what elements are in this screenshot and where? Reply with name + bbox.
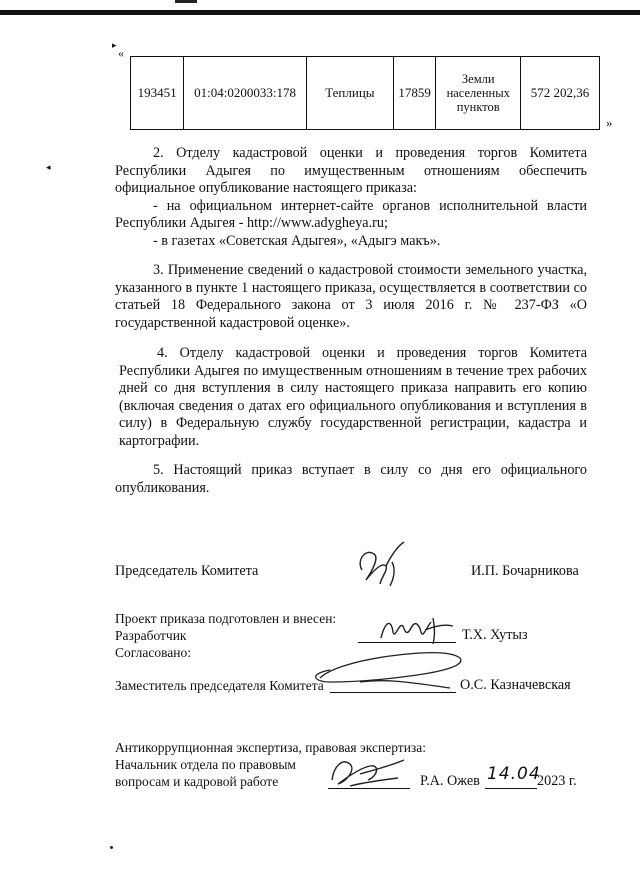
table-cell-number: 193451 bbox=[131, 57, 184, 130]
chairman-title: Председатель Комитета bbox=[115, 563, 259, 579]
paragraph-5-text: 5. Настоящий приказ вступает в силу со дня его официального опубликования. bbox=[115, 462, 587, 496]
table-cell-land-category: Земли населенных пунктов bbox=[436, 57, 521, 130]
legal-head-signature bbox=[320, 750, 410, 795]
legal-head-title-line1: Начальник отдела по правовым bbox=[115, 757, 296, 772]
table-cell-cadastral-value: 572 202,36 bbox=[521, 57, 600, 130]
paragraph-3-text: 3. Применение сведений о кадастровой стоимости земельного участка, указанного в пункте 1 настоящего приказа, осуществляется в соответствии со статьей 18 Федерального закона от 3 июля 2016 г. № 237-ФЗ «О государственной кадастровой оценке». bbox=[115, 262, 587, 331]
top-border-line bbox=[0, 10, 640, 15]
expertise-label: Антикоррупционная экспертиза, правовая экспертиза: bbox=[115, 740, 427, 755]
deputy-name: О.С. Казначевская bbox=[460, 677, 571, 693]
table-cell-area: 17859 bbox=[393, 57, 436, 130]
margin-mark: ◂ bbox=[46, 162, 51, 172]
table-cell-cadastral-number: 01:04:0200033:178 bbox=[184, 57, 307, 130]
prepared-label: Проект приказа подготовлен и внесен: bbox=[115, 611, 337, 626]
chairman-signature bbox=[352, 540, 412, 595]
scan-dot: ▸ bbox=[112, 40, 117, 50]
paragraph-4-text: 4. Отделу кадастровой оценки и проведения торгов Комитета Республики Адыгея по имущественным отношениям в течение трех рабочих дней со дня вступления в силу настоящего приказа направить его копию (включая сведения о датах его официального опубликования и вступления в силу) в Федеральную службу государственной регистрации, кадастра и картографии. bbox=[119, 345, 587, 449]
deputy-signature bbox=[300, 638, 470, 703]
agreed-label: Согласовано: bbox=[115, 645, 191, 660]
legal-head-title-line2: вопросам и кадровой работе bbox=[115, 774, 279, 789]
paragraph-5 bbox=[115, 462, 587, 497]
paragraph-2 bbox=[115, 145, 587, 251]
legal-head-name: Р.А. Ожев bbox=[420, 773, 480, 789]
top-scan-mark bbox=[175, 0, 197, 3]
close-quote: » bbox=[606, 115, 613, 130]
table-row bbox=[131, 57, 600, 130]
deputy-title: Заместитель председателя Комитета bbox=[115, 678, 324, 693]
date-line bbox=[485, 788, 537, 789]
date-year: 2023 г. bbox=[537, 773, 577, 789]
paragraph-4 bbox=[119, 345, 587, 451]
handwritten-date: 14.04 bbox=[487, 764, 541, 784]
cadastral-table bbox=[130, 56, 600, 130]
paragraph-3 bbox=[115, 262, 587, 332]
paragraph-2-item-newspapers: - в газетах «Советская Адыгея», «Адыгэ макъ». bbox=[153, 232, 441, 249]
chairman-name: И.П. Бочарникова bbox=[471, 563, 579, 579]
paragraph-2-text: 2. Отделу кадастровой оценки и проведения торгов Комитета Республики Адыгея по имущественным отношениям обеспечить официальное опубликование настоящего приказа: bbox=[115, 145, 587, 197]
scan-dot-bottom bbox=[110, 846, 113, 849]
developer-label: Разработчик bbox=[115, 628, 187, 643]
paragraph-2-item-site: - на официальном интернет-сайте органов исполнительной власти Республики Адыгея - http://www.adygheya.ru; bbox=[115, 197, 587, 232]
open-quote: « bbox=[118, 46, 124, 60]
table-cell-purpose: Теплицы bbox=[306, 57, 393, 130]
developer-name: Т.Х. Хутыз bbox=[462, 627, 528, 643]
